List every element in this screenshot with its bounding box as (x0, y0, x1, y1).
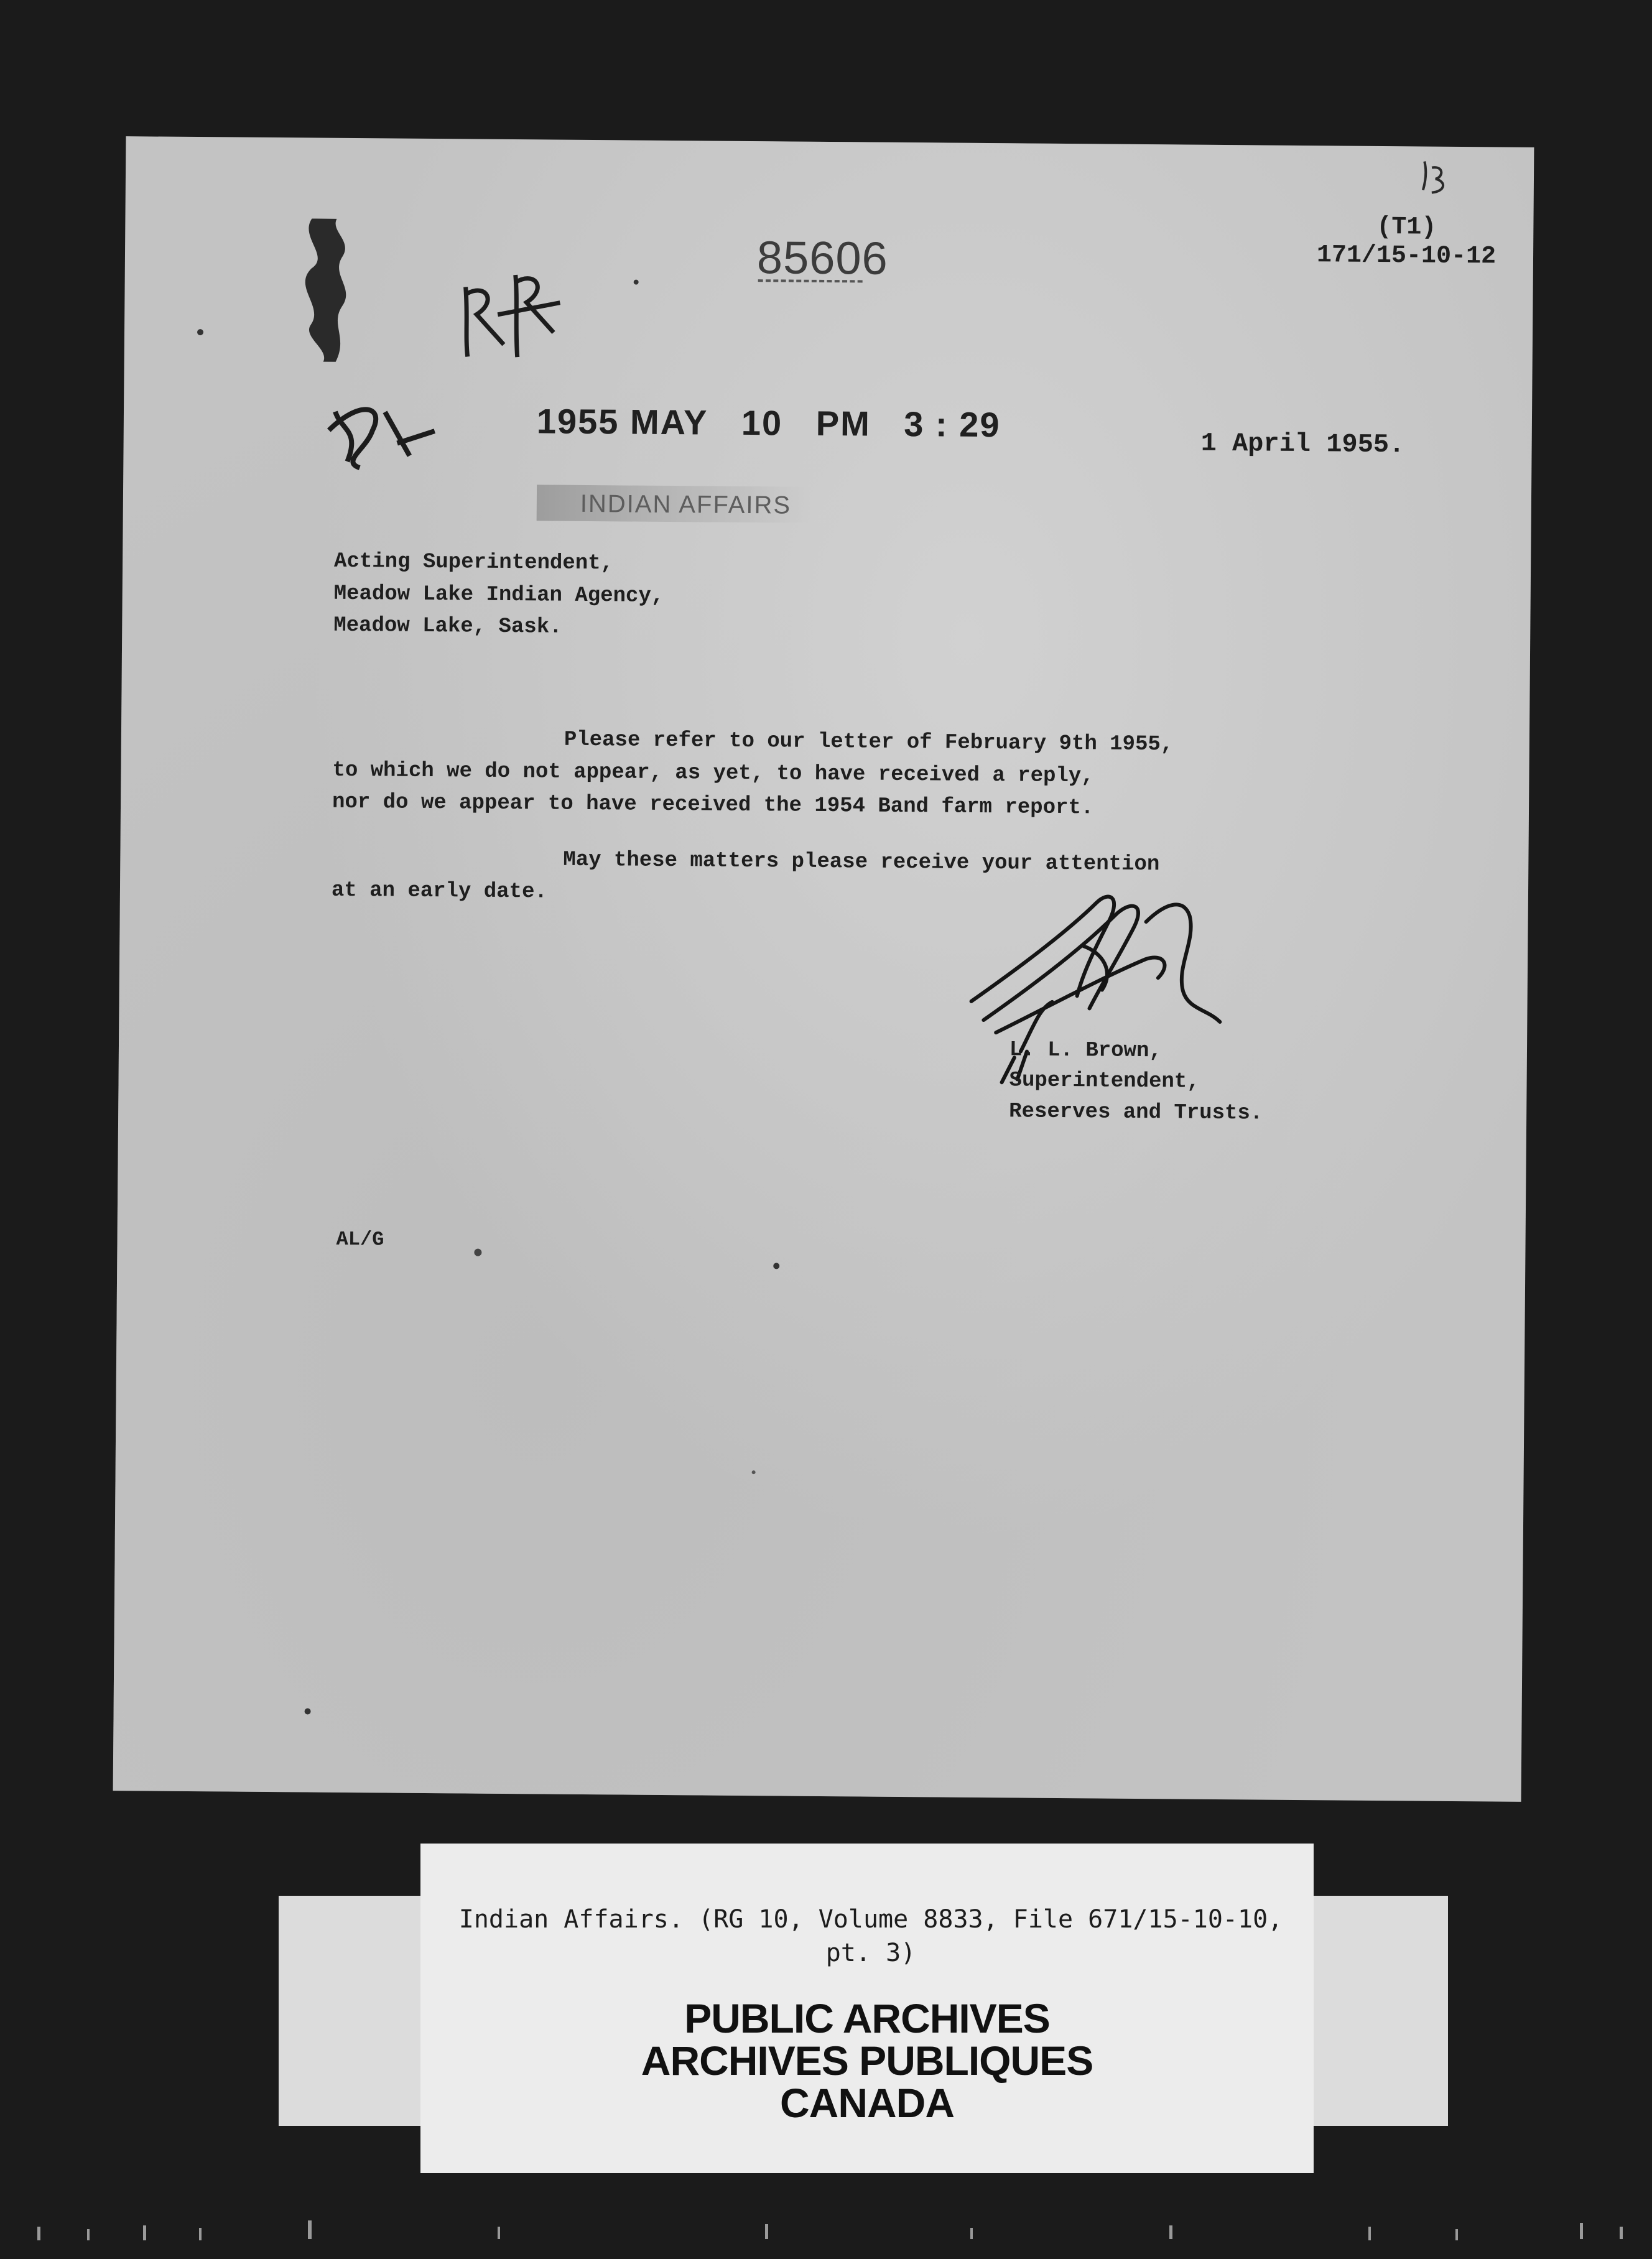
department-stamp (537, 485, 810, 522)
body-line: at an early date. (331, 878, 547, 904)
file-reference-line: 171/15-10-12 (1316, 241, 1497, 271)
signatory-division: Reserves and Trusts. (1009, 1099, 1263, 1126)
addressee-line: Meadow Lake, Sask. (333, 614, 562, 640)
document-number-stamp: 85606 (756, 231, 889, 284)
archive-label (420, 1844, 1314, 2173)
signatory-title: Superintendent, (1009, 1069, 1200, 1095)
body-line: to which we do not appear, as yet, to have received a reply, (332, 758, 1094, 789)
citation-line: pt. 3) (825, 1938, 916, 1967)
received-time: 3 : 29 (904, 404, 1001, 445)
body-line: nor do we appear to have received the 1954 Band farm report. (332, 791, 1094, 820)
received-meridiem: PM (815, 403, 871, 443)
file-reference-line: (T1) (1376, 213, 1437, 242)
letter-page (113, 136, 1534, 1802)
archives-name-line: ARCHIVES PUBLIQUES (641, 2037, 1093, 2084)
letter-date: 1 April 1955. (1200, 428, 1405, 460)
archives-name-line: CANADA (780, 2079, 954, 2126)
handwritten-annotations (113, 136, 1534, 1802)
archives-name-line: PUBLIC ARCHIVES (684, 1995, 1050, 2041)
signatory-name: L. L. Brown, (1009, 1038, 1162, 1064)
received-year-month: 1955 MAY (536, 401, 708, 442)
archives-name (420, 1995, 1314, 2126)
addressee-block (333, 546, 664, 645)
body-line: Please refer to our letter of February 9th 1955, (564, 728, 1174, 757)
archive-citation (448, 1903, 1294, 1970)
received-day: 10 (741, 402, 783, 443)
citation-line: Indian Affairs. (RG 10, Volume 8833, File 671/15-10-10, (458, 1905, 1283, 1934)
body-line: May these matters please receive your attention (563, 848, 1160, 877)
addressee-line: Meadow Lake Indian Agency, (333, 582, 664, 608)
received-date-stamp (537, 401, 1023, 445)
department-stamp-text: INDIAN AFFAIRS (580, 489, 792, 519)
addressee-line: Acting Superintendent, (333, 549, 614, 576)
signature-block (1009, 1035, 1263, 1129)
file-reference (1317, 213, 1497, 271)
reference-initials: AL/G (336, 1227, 384, 1251)
